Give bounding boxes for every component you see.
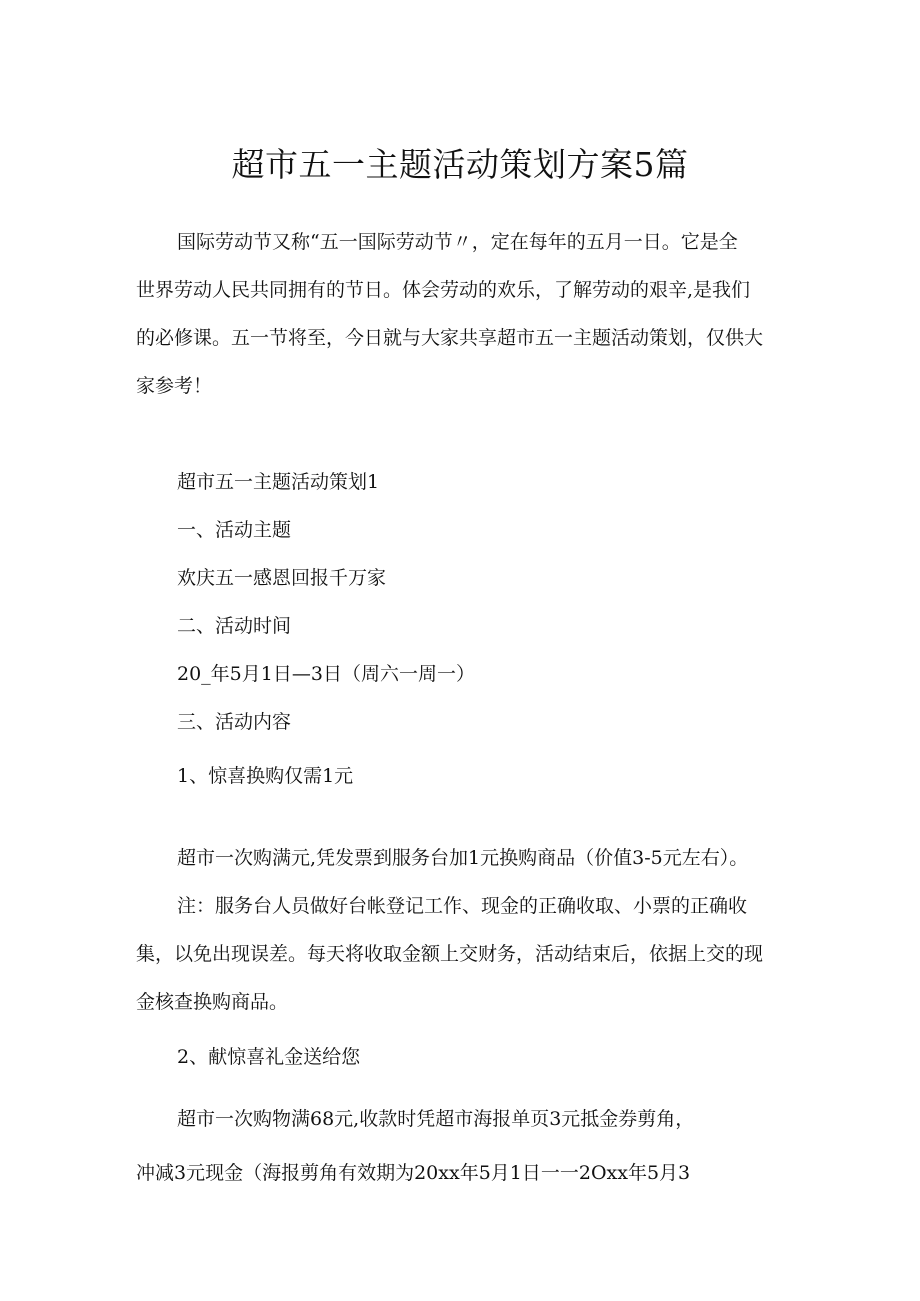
item1-text: 超市一次购满元,凭发票到服务台加1元换购商品（价值3-5元左右）。	[177, 847, 749, 869]
intro-line-1: 国际劳动节又称“五一国际劳动节〃，定在每年的五月一日。它是全	[177, 231, 738, 253]
section-heading: 超市五一主题活动策划1	[177, 471, 380, 493]
time-text: 20_年5月1日—3日（周六一周一）	[177, 663, 475, 685]
item2-line-1: 超市一次购物满68元,收款时凭超市海报单页3元抵金券剪角，	[177, 1108, 695, 1130]
item1-heading: 1、惊喜换购仅需1元	[177, 765, 354, 787]
note-line-1: 注：服务台人员做好台帐登记工作、现金的正确收取、小票的正确收	[177, 895, 748, 917]
note-line-3: 金核查换购商品。	[136, 991, 289, 1013]
intro-line-4: 家参考！	[136, 375, 213, 397]
intro-line-3: 的必修课。五一节将至，今日就与大家共享超市五一主题活动策划，仅供大	[136, 327, 764, 349]
document-title: 超市五一主题活动策划方案5篇	[231, 145, 689, 184]
theme-text: 欢庆五一感恩回报千万家	[177, 567, 387, 589]
item2-line-2: 冲减3元现金（海报剪角有效期为20xx年5月1日一一2Oxx年5月3	[136, 1162, 691, 1184]
time-heading: 二、活动时间	[177, 615, 292, 637]
item2-heading: 2、献惊喜礼金送给您	[177, 1046, 361, 1068]
note-line-2: 集，以免出现误差。每天将收取金额上交财务，活动结束后，依据上交的现	[136, 943, 764, 965]
intro-line-2: 世界劳动人民共同拥有的节日。体会劳动的欢乐，了解劳动的艰辛,是我们	[136, 279, 751, 301]
theme-heading: 一、活动主题	[177, 519, 292, 541]
content-heading: 三、活动内容	[177, 711, 292, 733]
